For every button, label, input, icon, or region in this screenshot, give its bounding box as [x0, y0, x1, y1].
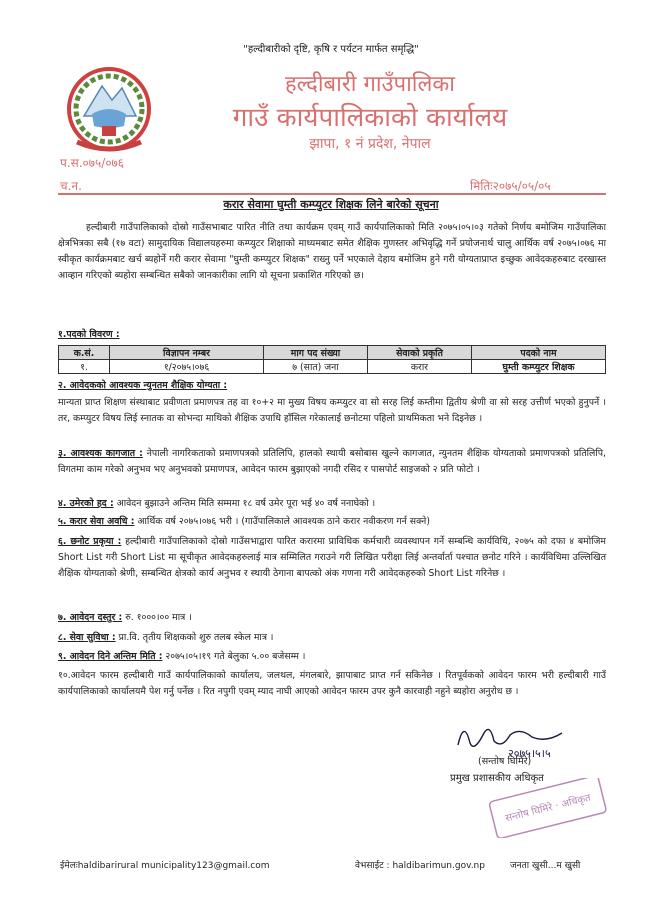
intro-paragraph: हल्दीबारी गाउँपालिकाको दोस्रो गाउँसभाबाट पारित नीति तथा कार्यक्रम एवम् गाउँ कार्यपालिकाको मिति २०७५।०५।०३ गतेको निर्णय बमोजिम गाउँपालिका क्षेत्रभित्रका सबै (१७ वटा) सामुदायिक विद्यालयहरुमा कम्प्युटर शिक्षाको माध्यमबाट समेत शैक्षिक गुणस्तर अभिवृद्धि गर्ने प्रयोजनार्थ चालु आर्थिक वर्ष २०७५।०७६ मा स्वीकृत कार्यक्रमबाट खर्च ब्यहोर्ने गरी करार सेवामा "घुम्ती कम्प्युटर शिक्षक" राख्नु पर्ने भएकाले देहाय बमोजिम हुने गरी योग्यताप्राप्त इच्छुक आवेदकहरुबाट दरखास्त आव्हान गरिएको ब्यहोरा सम्बन्धित सबैको जानकारीका लागि यो सूचना प्रकाशित गरिएको छ। — [58, 222, 606, 281]
footer-motto: जनता खुसी...म खुसी — [510, 861, 581, 871]
notice-subject: करार सेवामा घुम्ती कम्प्युटर शिक्षक लिने बारेको सूचना — [223, 198, 439, 211]
letter-date: मितिः२०७५/०५/०५ — [470, 179, 551, 193]
section7-text: रु. १०००।०० मात्र । — [125, 612, 192, 623]
table-cell: करार — [368, 360, 472, 374]
official-stamp — [488, 778, 608, 838]
section5-heading: ५. करार सेवा अवधि : — [58, 516, 135, 527]
footer-website: वेभसाईट : haldibarimun.gov.np — [355, 861, 485, 871]
section6 — [58, 534, 606, 582]
signature-date: २०७५।५।५ — [508, 747, 551, 760]
section1-heading: १.पदको विवरण : — [58, 329, 120, 340]
org-name-line2: गाउँ कार्यपालिकाको कार्यालय — [232, 103, 508, 133]
table-cell: १. — [59, 360, 110, 374]
section3-text: नेपाली नागरिकताको प्रमाणपत्रको प्रतिलिपि, हालको स्थायी बसोबास खुल्ने कागजात, न्युनतम शैक्षिक योग्यताको प्रमाणपत्रको प्रतिलिपि, विगतमा काम गरेको अनुभव भए अनुभवको प्रमाणपत्र, आवेदन फारम बुझाएको नगदी रसिद र पासपोर्ट साइजको २ प्रति फोटो । — [58, 448, 606, 475]
section10-text: १०.आवेदन फारम हल्दीबारी गाउँ कार्यपालिकाको कार्यालय, जलथल, मंगलबारे, झापाबाट प्राप्त गर्न सकिनेछ । रितपूर्वकको आवेदन फारम भरी हल्दीबारी गाउँ कार्यपालिकाको कार्यालयमै पेश गर्नु पर्नेछ । रित नपुगी एवम् म्याद नाघी आएको आवेदन फारम उपर कुनै कारवाही नहुने ब्यहोरा अनुरोध छ । — [58, 670, 606, 697]
section2-text: मान्यता प्राप्त शिक्षण संस्थाबाट प्रवीणता प्रमाणपत्र तह वा १०+२ मा मुख्य विषय कम्प्युटर वा सो सरह लिई कम्तीमा द्वितीय श्रेणी वा सो सरह उत्तीर्ण भएको हुनुपर्ने । तर, कम्प्युटर विषय लिई स्नातक वा सोभन्दा माथिको शैक्षिक उपाधि हाँसिल गरेकालाई छनोटमा पहिलो प्राथमिकता भने दिइनेछ । — [58, 397, 606, 424]
section3 — [58, 446, 606, 478]
table-cell: घुम्ती कम्प्युटर शिक्षक — [472, 360, 606, 374]
letter-ch-number: च.न. — [60, 179, 82, 193]
table-row — [59, 360, 606, 374]
svg-text:सन्तोष घिमिरे · अधिकृत: सन्तोष घिमिरे · अधिकृत — [504, 792, 592, 825]
section6-text: हल्दीबारी गाउँपालिकाको दोस्रो गाउँसभाद्वारा पारित करारमा प्राविधिक कर्मचारी व्यवस्थापन गर्ने सम्बन्धि कार्यविधि, २०७५ को दफा ४ बमोजिम Short List गरी Short List मा सूचीकृत आवेदकहरुलाई मात्र सम्मिलित गराउने गरी लिखित परीक्षा लिई अन्तर्वार्ता पश्चात छनोट गरिने । कार्यविधिमा उल्लिखित शैक्षिक योग्यताको श्रेणी, सम्बन्धित क्षेत्रको कार्य अनुभव र स्थायी ठेगाना बापत्को अंक गणना गरी आवेदकहरुको Short List गरिनेछ । — [58, 536, 606, 579]
slogan: "हल्दीबारीको दृष्टि, कृषि र पर्यटन मार्फत समृद्धि" — [243, 44, 419, 55]
table-header-cell: सेवाको प्रकृति — [368, 346, 472, 360]
section8-heading: ८. सेवा सुविधा : — [58, 632, 116, 643]
table-header-cell: पदको नाम — [472, 346, 606, 360]
table-header-cell: विज्ञापन नम्बर — [110, 346, 264, 360]
table-cell: ७ (सात) जना — [264, 360, 368, 374]
section8-text: प्रा.वि. तृतीय शिक्षकको शुरु तलब स्केल मात्र । — [118, 632, 274, 643]
org-address: झापा, १ नं प्रदेश, नेपाल — [309, 136, 431, 152]
section7-heading: ७. आवेदन दस्तुर : — [58, 612, 123, 623]
section4-text: आवेदन बुझाउने अन्तिम मिति सम्ममा १८ वर्ष उमेर पूरा भई ४० वर्ष ननाघेको । — [116, 498, 376, 509]
section4 — [58, 496, 606, 512]
section9-heading: ९. आवेदन दिने अन्तिम मिति : — [58, 651, 163, 662]
nepal-emblem-icon — [62, 64, 156, 154]
signatory-title: प्रमुख प्रशासकीय अधिकृत — [450, 773, 544, 784]
header-divider — [58, 193, 606, 195]
section9-text: २०७५।०५।१९ गते बेलुका ५.०० बजेसम्म । — [165, 651, 306, 662]
section3-heading: ३. आवश्यक कागजात : — [58, 448, 143, 459]
post-details-table — [58, 345, 606, 374]
table-header-row — [59, 346, 606, 360]
section9 — [58, 649, 606, 665]
section2-heading: २. आवेदकको आवश्यक न्युनतम शैक्षिक योग्यता : — [58, 380, 228, 391]
signatory-name: (सन्तोष घिमिरे) — [478, 756, 532, 767]
section6-heading: ६. छनोट प्रकृया : — [58, 536, 122, 547]
section8 — [58, 630, 606, 646]
table-header-cell: क.सं. — [59, 346, 110, 360]
section7 — [58, 610, 606, 626]
table-cell: १/२०७५।०७६ — [110, 360, 264, 374]
footer-email: ईमेलःhaldibarirural municipality123@gmail.com — [60, 861, 270, 871]
section4-heading: ४. उमेरको हद : — [58, 498, 114, 509]
section5-text: आर्थिक वर्ष २०७५।०७६ भरी । (गाउँपालिकाले आवश्यक ठाने करार नवीकरण गर्न सक्ने) — [137, 516, 430, 527]
org-name-line1: हल्दीबारी गाउँपालिका — [284, 72, 456, 97]
section5 — [58, 514, 606, 530]
table-header-cell: माग पद संख्या — [264, 346, 368, 360]
letter-ps-number: प.स.०७५/०७६ — [60, 156, 125, 170]
